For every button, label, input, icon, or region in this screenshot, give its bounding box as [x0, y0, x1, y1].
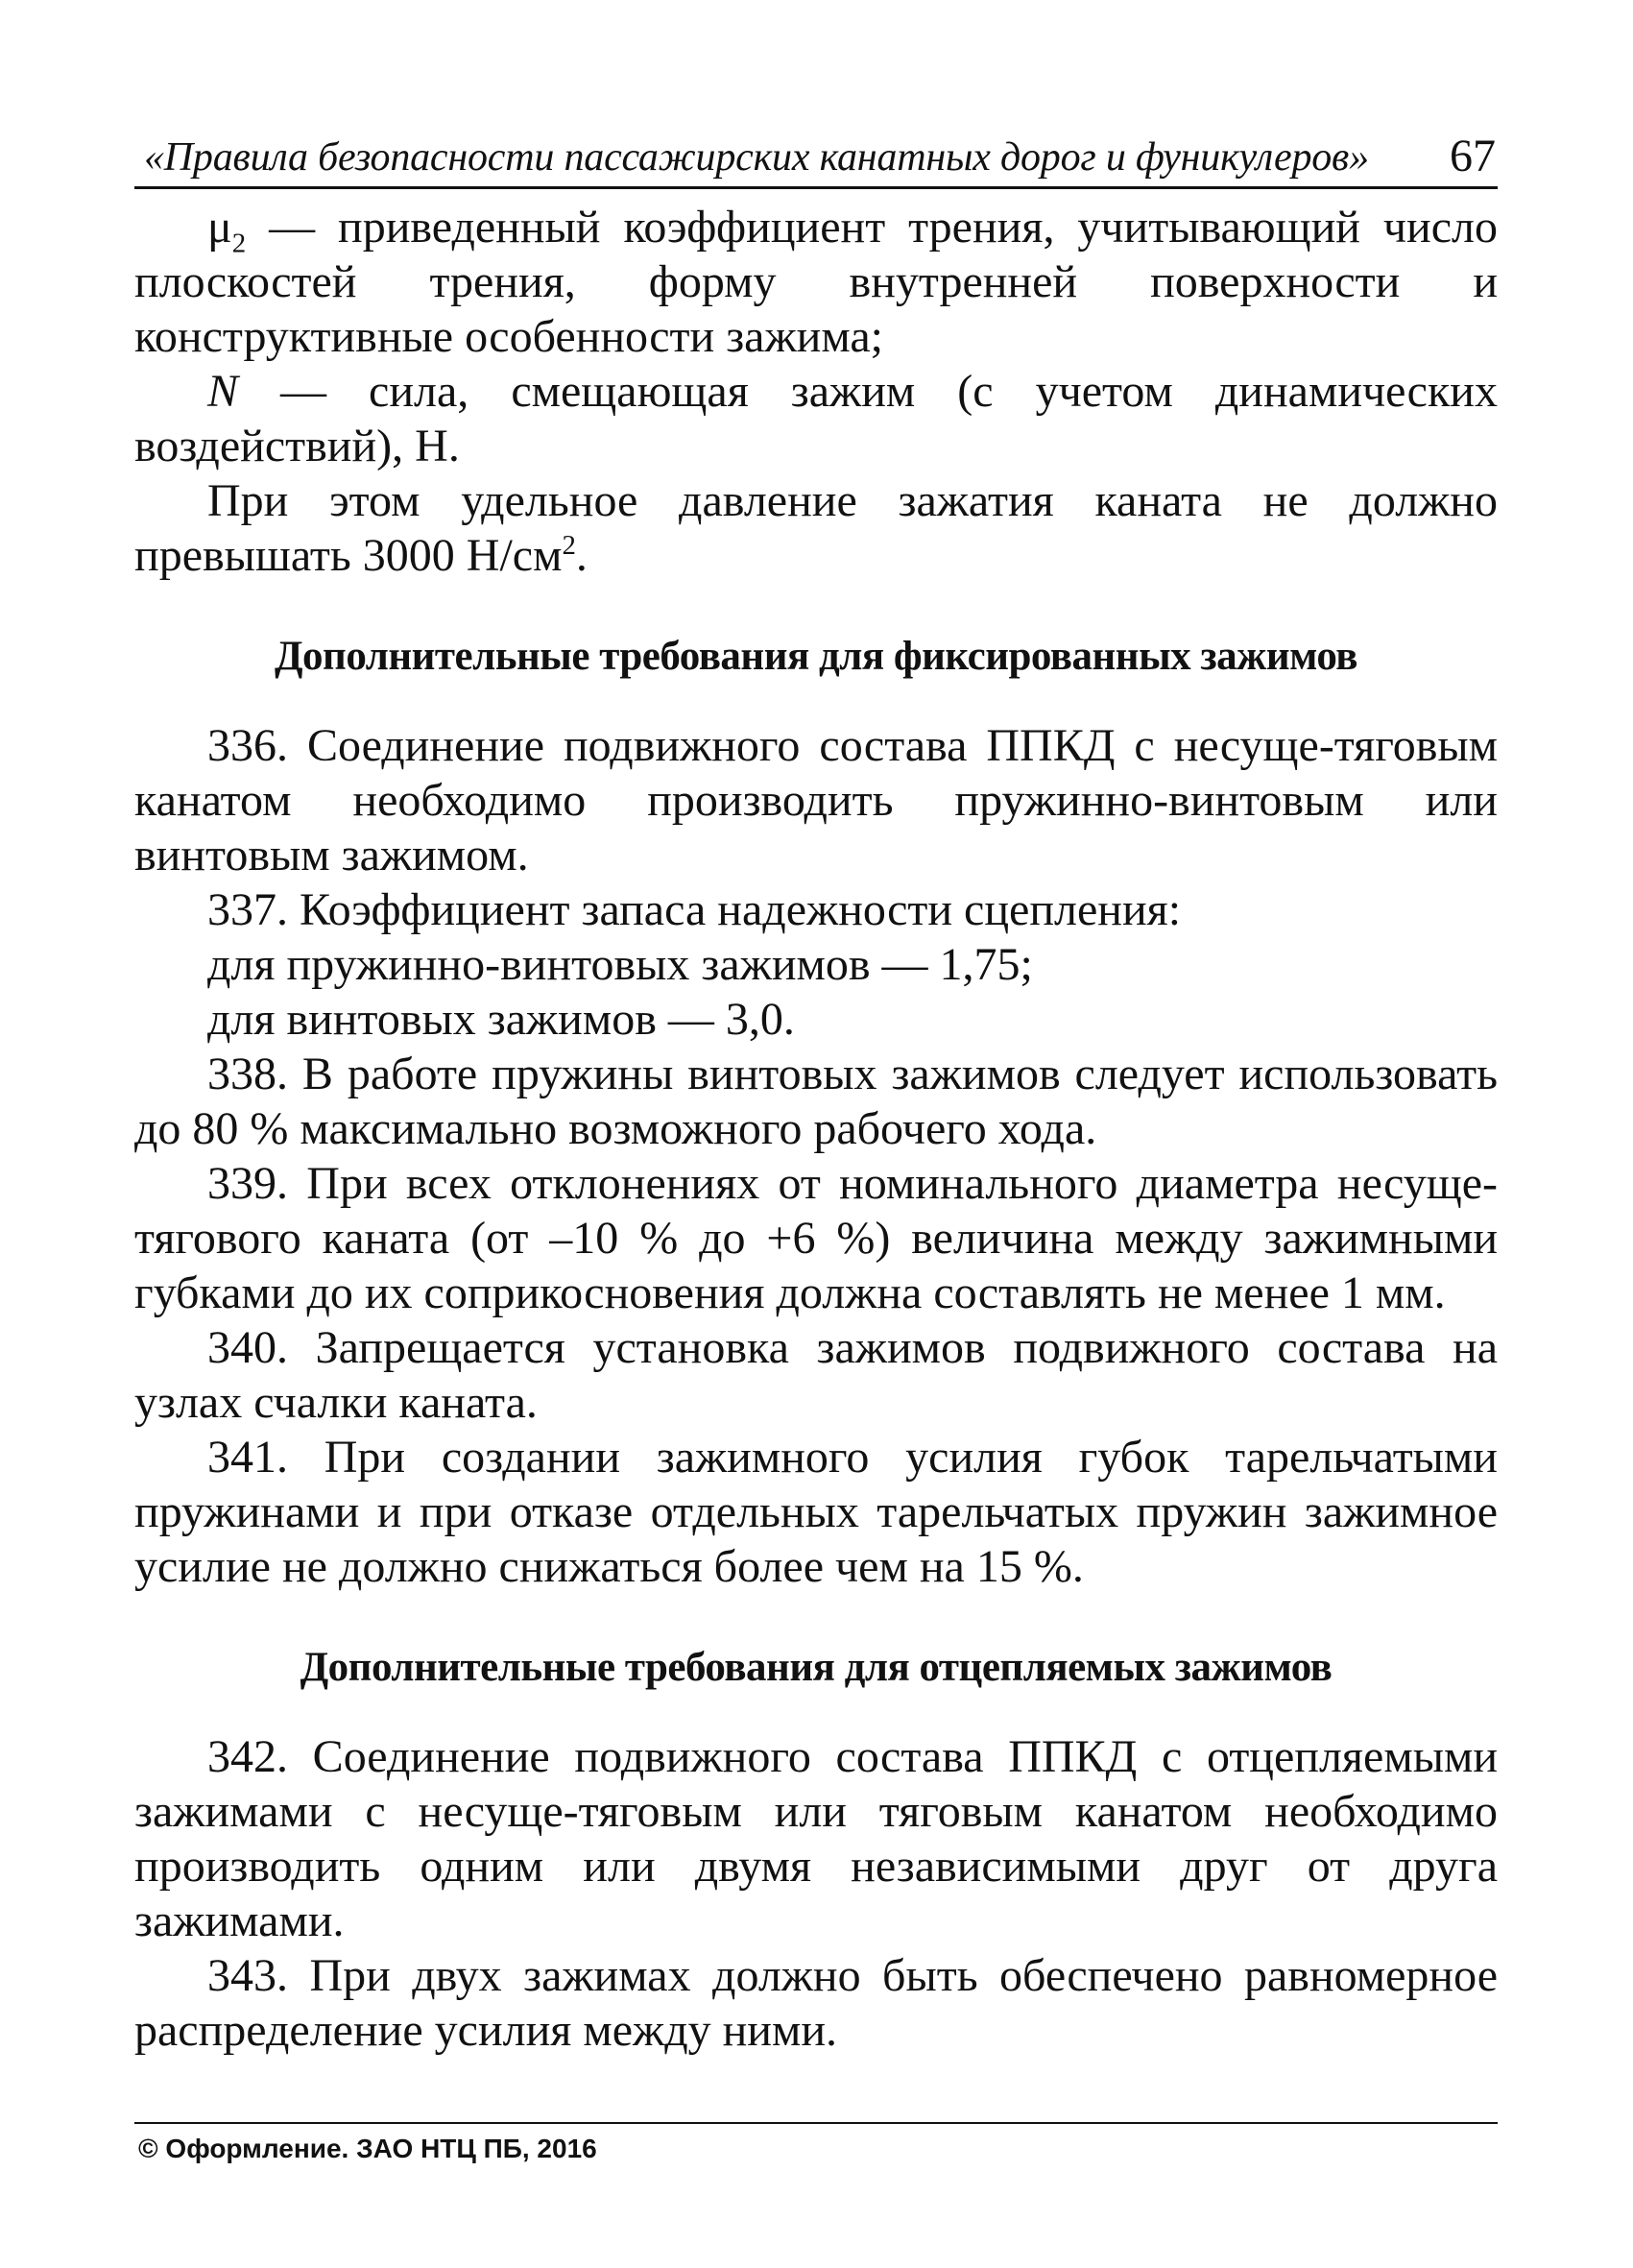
- mu-subscript: 2: [231, 228, 247, 259]
- paragraph-340: 340. Запрещается установка зажимов подвижного состава на узлах счалки каната.: [134, 1322, 1498, 1428]
- paragraph-341: 341. При создании зажимного усилия губок тарельчатыми пружинами и при отказе отдельных тарельчатых пружин зажимное усилие не должно снижаться более чем на 15 %.: [134, 1432, 1498, 1592]
- page-body: [134, 200, 1498, 2058]
- section-heading-fixed-clamps: Дополнительные требования для фиксированных зажимов: [274, 634, 1358, 679]
- n-symbol: N: [207, 366, 239, 417]
- mu-definition-text: — приведенный коэффициент трения, учитывающий число плоскостей трения, форму внутренней поверхности и конструктивные особенности зажима;: [134, 202, 1498, 362]
- copyright-notice: © Оформление. ЗАО НТЦ ПБ, 2016: [138, 2134, 597, 2163]
- n-definition-text: — сила, смещающая зажим (с учетом динамических воздействий), Н.: [134, 366, 1498, 471]
- paragraph-337-item-a: для пружинно-винтовых зажимов — 1,75;: [207, 939, 1033, 990]
- page-footer: [134, 2122, 1498, 2163]
- header-title: «Правила безопасности пассажирских канатных дорог и фуникулеров»: [144, 135, 1369, 180]
- section-heading-detachable-clamps: Дополнительные требования для отцепляемых зажимов: [300, 1645, 1333, 1690]
- mu-definition: [134, 200, 1498, 364]
- paragraph-342: 342. Соединение подвижного состава ППКД с отцепляемыми зажимами с несуще-тяговым или тяговым канатом необходимо производить одним или двумя независимыми друг от друга зажимами.: [134, 1731, 1498, 1946]
- pressure-paragraph: [134, 473, 1498, 583]
- paragraph-343: 343. При двух зажимах должно быть обеспечено равномерное распределение усилия между ними.: [134, 1950, 1498, 2056]
- page-number: 67: [1450, 131, 1496, 181]
- paragraph-337: 337. Коэффициент запаса надежности сцепления:: [207, 884, 1182, 935]
- paragraph-339: 339. При всех отклонениях от номинального диаметра несуще-тягового каната (от –10 % до +6 %) величина между зажимными губками до их соприкосновения должна составлять не менее 1 мм.: [134, 1158, 1498, 1318]
- pressure-superscript: 2: [562, 530, 576, 561]
- n-definition: [134, 364, 1498, 473]
- pressure-text: При этом удельное давление зажатия каната не должно превышать 3000 Н/см: [134, 475, 1498, 581]
- paragraph-338: 338. В работе пружины винтовых зажимов следует использовать до 80 % максимально возможного рабочего хода.: [134, 1049, 1498, 1154]
- paragraph-336: 336. Соединение подвижного состава ППКД с несуще-тяговым канатом необходимо производить пружинно-винтовым или винтовым зажимом.: [134, 720, 1498, 881]
- mu-symbol: μ: [207, 202, 232, 253]
- running-header: [134, 125, 1498, 189]
- pressure-end: .: [575, 530, 588, 581]
- paragraph-337-item-b: для винтовых зажимов — 3,0.: [207, 994, 795, 1045]
